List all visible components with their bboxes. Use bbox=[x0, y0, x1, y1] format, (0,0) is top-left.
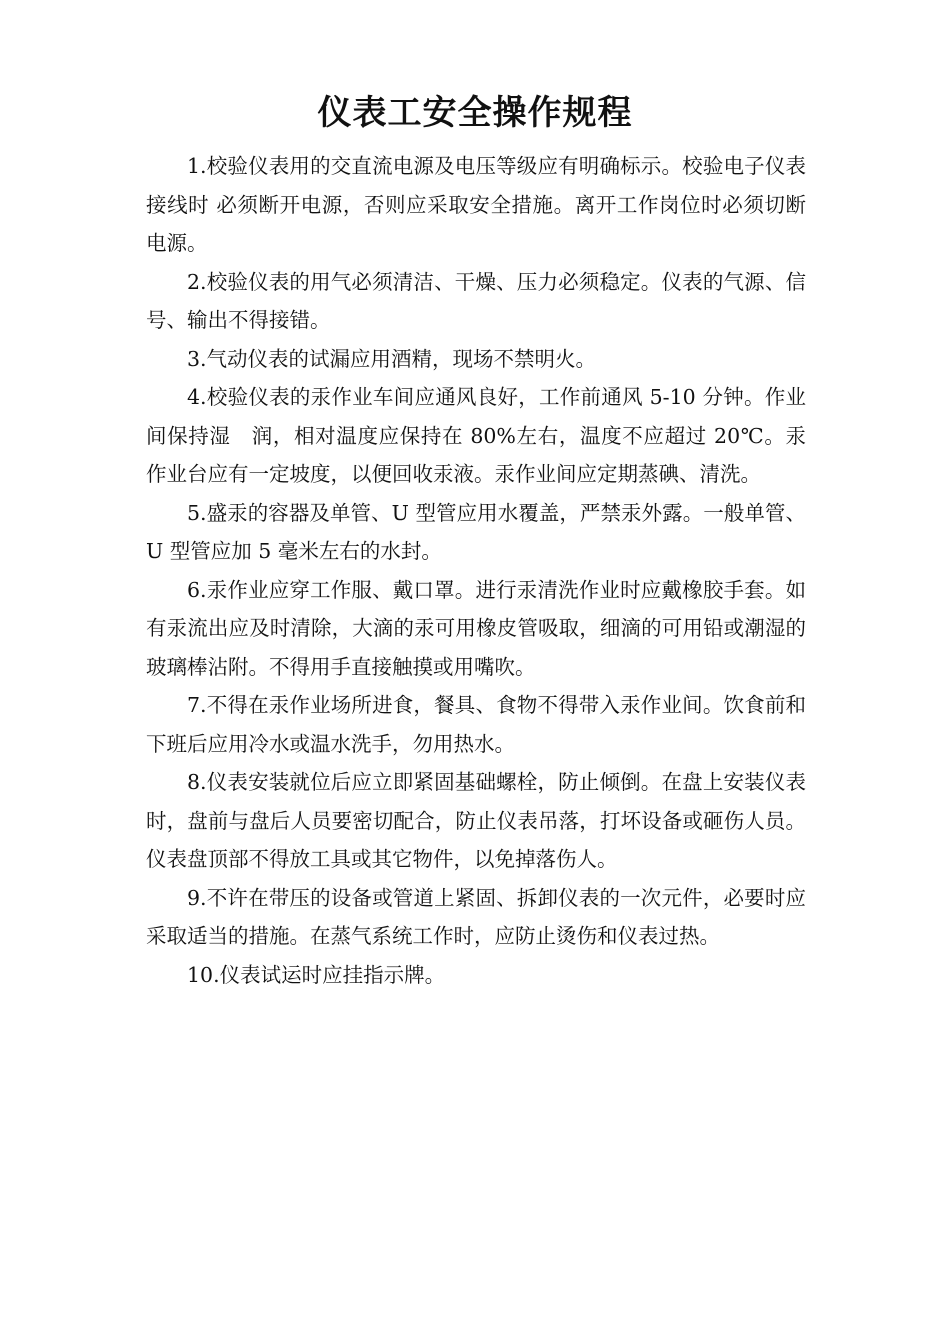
document-title: 仪表工安全操作规程 bbox=[317, 93, 633, 133]
rule-paragraph-2: 2.校验仪表的用气必须清洁、干燥、压力必须稳定。仪表的气源、信号、输出不得接错。 bbox=[146, 269, 806, 332]
rule-paragraph-4: 4.校验仪表的汞作业车间应通风良好，工作前通风 5-10 分钟。作业间保持湿 润，相对温度应保持在 80%左右，温度不应超过 20℃。汞作业台应有一定坡度，以便回收汞液。汞作业间应定期蒸碘、清洗。 bbox=[146, 385, 806, 486]
rule-paragraph-9: 9.不许在带压的设备或管道上紧固、拆卸仪表的一次元件，必要时应采取适当的措施。在蒸气系统工作时，应防止烫伤和仪表过热。 bbox=[146, 885, 806, 948]
rule-paragraph-7: 7.不得在汞作业场所进食，餐具、食物不得带入汞作业间。饮食前和下班后应用冷水或温水洗手，勿用热水。 bbox=[146, 693, 806, 756]
document-body bbox=[146, 147, 806, 994]
rule-paragraph-8: 8.仪表安装就位后应立即紧固基础螺栓，防止倾倒。在盘上安装仪表时，盘前与盘后人员要密切配合，防止仪表吊落，打坏设备或砸伤人员。仪表盘顶部不得放工具或其它物件，以免掉落伤人。 bbox=[146, 770, 806, 871]
rule-paragraph-5: 5.盛汞的容器及单管、U 型管应用水覆盖，严禁汞外露。一般单管、U 型管应加 5 毫米左右的水封。 bbox=[146, 500, 806, 563]
rule-paragraph-6: 6.汞作业应穿工作服、戴口罩。进行汞清洗作业时应戴橡胶手套。如有汞流出应及时清除，大滴的汞可用橡皮管吸取，细滴的可用铅或潮湿的玻璃棒沾附。不得用手直接触摸或用嘴吹。 bbox=[146, 577, 806, 679]
rule-paragraph-10: 10.仪表试运时应挂指示牌。 bbox=[187, 962, 446, 987]
rule-paragraph-1: 1.校验仪表用的交直流电源及电压等级应有明确标示。校验电子仪表接线时 必须断开电源，否则应采取安全措施。离开工作岗位时必须切断电源。 bbox=[146, 154, 806, 255]
rule-paragraph-3: 3.气动仪表的试漏应用酒精，现场不禁明火。 bbox=[187, 346, 597, 371]
